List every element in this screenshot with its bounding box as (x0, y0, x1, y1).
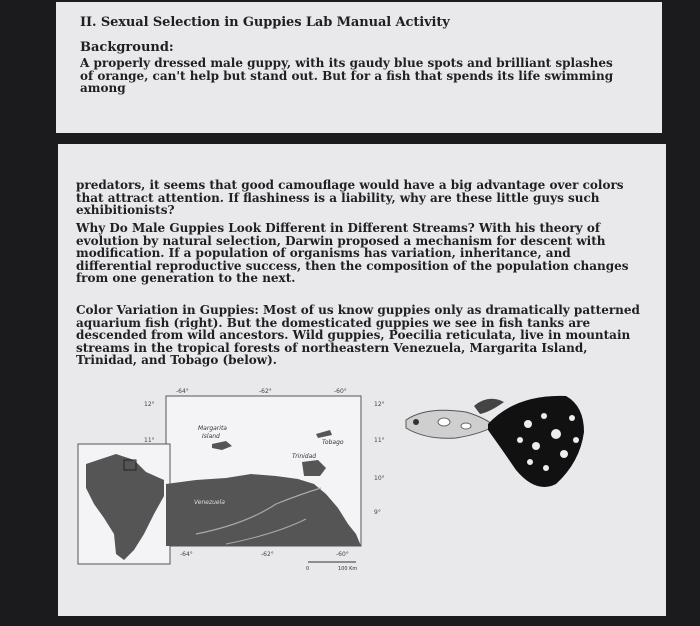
lon-tick-top: -62° (259, 388, 272, 395)
lat-tick-right: 10° (374, 475, 385, 482)
scale-zero: 0 (306, 566, 310, 572)
lon-tick-bottom: -60° (336, 551, 349, 558)
page-bottom (58, 144, 666, 616)
color-variation-paragraph: Color Variation in Guppies: Most of us know guppies only as dramatically patterned aquarium fish (right). But the domesticated guppies we see in fish tanks are descended from wild ancestors. Wild guppies, Poecilia reticulata, live in mountain streams in the tropical forests of northeastern Venezuela, Margarita Island, Trinidad, and Tobago (below). (76, 303, 640, 367)
map-and-guppy-figure (76, 384, 596, 574)
lat-tick-right: 11° (374, 437, 385, 444)
background-heading: Background: (80, 40, 174, 55)
lat-tick-right: 9° (374, 509, 381, 516)
lat-tick-left: 11° (144, 437, 155, 444)
section-title: II. Sexual Selection in Guppies Lab Manual Activity (80, 15, 450, 30)
lon-tick-top: -64° (176, 388, 189, 395)
label-trinidad: Trinidad (292, 453, 317, 460)
continued-paragraph: predators, it seems that good camouflage would have a big advantage over colors that attract attention. If flashiness is a liability, why are these little guys such exhibitionists? (76, 178, 624, 217)
lat-tick-right: 12° (374, 401, 385, 408)
lon-tick-top: -60° (334, 388, 347, 395)
label-venezuela: Venezuela (194, 499, 225, 506)
label-margarita: Margarita (198, 425, 227, 432)
page-top (56, 2, 662, 133)
label-margarita-island: Island (202, 433, 220, 440)
scale-label: 100 Km (338, 566, 358, 572)
intro-paragraph: A properly dressed male guppy, with its gaudy blue spots and brilliant splashes of orange, can't help but stand out. But for a fish that spends its life swimming among (80, 56, 614, 95)
lon-tick-bottom: -64° (180, 551, 193, 558)
label-tobago: Tobago (322, 439, 344, 446)
guppy-fish-icon (406, 396, 584, 487)
lat-tick-left: 12° (144, 401, 155, 408)
why-paragraph: Why Do Male Guppies Look Different in Different Streams? With his theory of evolution by natural selection, Darwin proposed a mechanism for descent with modification. If a population of organisms has variation, inheritance, and differential reproductive success, then the composition of the population changes from one generation to the next. (76, 221, 629, 285)
lon-tick-bottom: -62° (261, 551, 274, 558)
map-figure-svg (76, 384, 596, 574)
